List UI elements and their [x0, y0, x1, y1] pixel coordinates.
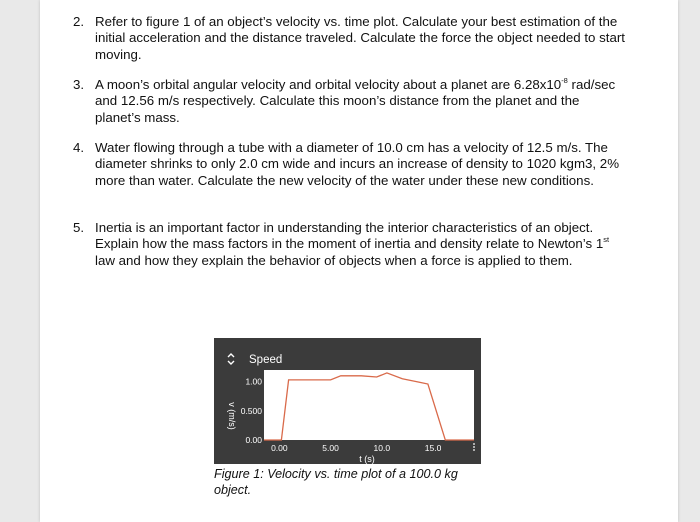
question-number: 2.: [73, 14, 85, 29]
y-tick-label: 1.00: [245, 376, 262, 387]
figure-caption: Figure 1: Velocity vs. time plot of a 100.0 kg object.: [214, 467, 458, 497]
x-tick-label: 15.0: [424, 443, 442, 453]
x-tick-label: 5.00: [322, 443, 339, 453]
chart-svg: [214, 338, 481, 464]
question-number: 4.: [73, 140, 85, 155]
x-axis-label: t (s): [359, 454, 375, 464]
question-number: 5.: [73, 220, 85, 235]
exponent: -8: [561, 76, 568, 85]
x-tick-label: 10.0: [373, 443, 391, 453]
question-text: Inertia is an important factor in understanding the interior characteristics of an object. Explain how the mass factors in the moment of inertia and density relate to Newton’s 1st law and how they explain the behavior of objects when a force is applied to them.: [95, 220, 610, 268]
document-page: [40, 0, 678, 522]
question-text: Water flowing through a tube with a diameter of 10.0 cm has a velocity of 12.5 m/s. The diameter shrinks to only 2.0 cm wide and incurs an increase of density to 1020 kgm3, 2% more than water. Calculate the new velocity of the water under these new conditions.: [95, 140, 620, 188]
expand-collapse-icon[interactable]: [228, 354, 234, 364]
question-text: A moon’s orbital angular velocity and orbital velocity about a planet are $6.28x10^{-8}$ rad/sec and 12.56 m/s respectively. Calculate this moon’s distance from the planet and the planet’s mass.: [95, 76, 616, 125]
y-tick-label: 0.00: [245, 435, 262, 445]
question-number: 3.: [73, 77, 85, 92]
more-options-icon[interactable]: [473, 443, 475, 451]
y-axis-label: v (m/s): [227, 402, 237, 430]
x-tick-label: 0.00: [271, 443, 288, 453]
y-tick-label: 0.500: [240, 405, 262, 416]
question-4: [73, 140, 625, 189]
question-2: [73, 14, 625, 63]
question-text: Refer to figure 1 of an object’s velocity vs. time plot. Calculate your best estimation of the initial acceleration and the distance traveled. Calculate the force the object needed to start moving.: [95, 14, 625, 62]
question-5: [73, 220, 625, 269]
ordinal-suffix: st: [603, 235, 610, 245]
velocity-chart: [214, 338, 481, 464]
question-3: [73, 76, 625, 126]
chart-title: Speed: [249, 354, 283, 366]
